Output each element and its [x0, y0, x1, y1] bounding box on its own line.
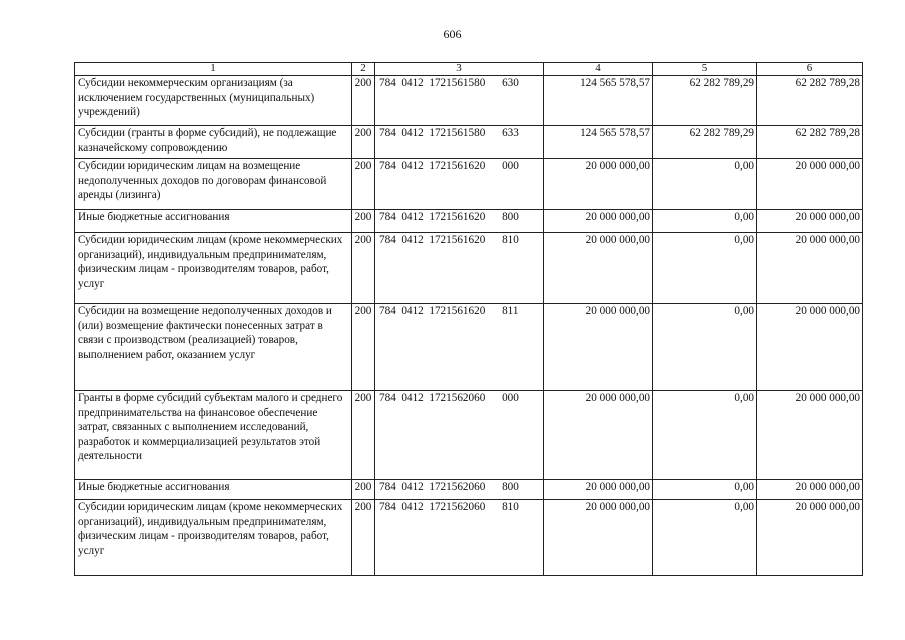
- row-col4: 20 000 000,00: [544, 500, 653, 576]
- row-col5: 0,00: [653, 391, 757, 480]
- table-row: [75, 159, 863, 210]
- row-col4: 124 565 578,57: [544, 76, 653, 126]
- row-col2: 200: [352, 480, 375, 500]
- table-row: [75, 391, 863, 480]
- row-col6: 62 282 789,28: [757, 76, 863, 126]
- header-col-5: 5: [653, 63, 757, 76]
- row-code: 784 0412 1721562060 800: [375, 480, 544, 500]
- header-row: [75, 63, 863, 76]
- page-number: 606: [443, 27, 462, 41]
- header-col-6: 6: [757, 63, 863, 76]
- row-name: Субсидии юридическим лицам на возмещение недополученных доходов по договорам финансовой аренды (лизинга): [75, 159, 352, 210]
- row-col2: 200: [352, 126, 375, 159]
- row-col2: 200: [352, 210, 375, 233]
- row-col6: 20 000 000,00: [757, 159, 863, 210]
- row-col5: 0,00: [653, 304, 757, 391]
- row-col5: 0,00: [653, 500, 757, 576]
- row-code: 784 0412 1721561580 633: [375, 126, 544, 159]
- row-col5: 0,00: [653, 233, 757, 304]
- row-col2: 200: [352, 159, 375, 210]
- row-col6: 20 000 000,00: [757, 480, 863, 500]
- row-code: 784 0412 1721561580 630: [375, 76, 544, 126]
- row-code: 784 0412 1721561620 810: [375, 233, 544, 304]
- row-col4: 20 000 000,00: [544, 159, 653, 210]
- row-code: 784 0412 1721562060 810: [375, 500, 544, 576]
- row-code: 784 0412 1721562060 000: [375, 391, 544, 480]
- row-code: 784 0412 1721561620 811: [375, 304, 544, 391]
- row-col5: 62 282 789,29: [653, 76, 757, 126]
- table-row: [75, 500, 863, 576]
- header-col-4: 4: [544, 63, 653, 76]
- row-name: Субсидии (гранты в форме субсидий), не подлежащие казначейскому сопровождению: [75, 126, 352, 159]
- row-name: Субсидии юридическим лицам (кроме некоммерческих организаций), индивидуальным предпринимателям, физическим лицам - производителям товаров, работ, услуг: [75, 500, 352, 576]
- row-code: 784 0412 1721561620 000: [375, 159, 544, 210]
- row-col5: 62 282 789,29: [653, 126, 757, 159]
- row-name: Субсидии юридическим лицам (кроме некоммерческих организаций), индивидуальным предпринимателям, физическим лицам - производителям товаров, работ, услуг: [75, 233, 352, 304]
- table-row: [75, 233, 863, 304]
- row-col4: 20 000 000,00: [544, 391, 653, 480]
- row-col6: 62 282 789,28: [757, 126, 863, 159]
- row-name: Субсидии на возмещение недополученных доходов и (или) возмещение фактически понесенных затрат в связи с производством (реализацией) товаров, выполнением работ, оказанием услуг: [75, 304, 352, 391]
- row-col4: 124 565 578,57: [544, 126, 653, 159]
- header-col-1: 1: [75, 63, 352, 76]
- row-col6: 20 000 000,00: [757, 210, 863, 233]
- row-col2: 200: [352, 233, 375, 304]
- header-col-3: 3: [375, 63, 544, 76]
- header-col-2: 2: [352, 63, 375, 76]
- table-row: [75, 304, 863, 391]
- row-col2: 200: [352, 76, 375, 126]
- row-col6: 20 000 000,00: [757, 500, 863, 576]
- row-col5: 0,00: [653, 480, 757, 500]
- table-row: [75, 480, 863, 500]
- row-col6: 20 000 000,00: [757, 304, 863, 391]
- row-col6: 20 000 000,00: [757, 391, 863, 480]
- row-col6: 20 000 000,00: [757, 233, 863, 304]
- table-row: [75, 76, 863, 126]
- budget-table: [74, 62, 863, 576]
- row-col2: 200: [352, 304, 375, 391]
- table-row: [75, 126, 863, 159]
- row-col5: 0,00: [653, 159, 757, 210]
- table-row: [75, 210, 863, 233]
- row-col4: 20 000 000,00: [544, 210, 653, 233]
- row-code: 784 0412 1721561620 800: [375, 210, 544, 233]
- row-name: Гранты в форме субсидий субъектам малого и среднего предпринимательства на финансовое обеспечение затрат, связанных с выполнением исследований, разработок и коммерциализацией результатов этой деятельности: [75, 391, 352, 480]
- row-col4: 20 000 000,00: [544, 304, 653, 391]
- row-col4: 20 000 000,00: [544, 233, 653, 304]
- row-col2: 200: [352, 500, 375, 576]
- row-col5: 0,00: [653, 210, 757, 233]
- row-col2: 200: [352, 391, 375, 480]
- row-col4: 20 000 000,00: [544, 480, 653, 500]
- row-name: Иные бюджетные ассигнования: [75, 480, 352, 500]
- row-name: Иные бюджетные ассигнования: [75, 210, 352, 233]
- row-name: Субсидии некоммерческим организациям (за исключением государственных (муниципальных) учреждений): [75, 76, 352, 126]
